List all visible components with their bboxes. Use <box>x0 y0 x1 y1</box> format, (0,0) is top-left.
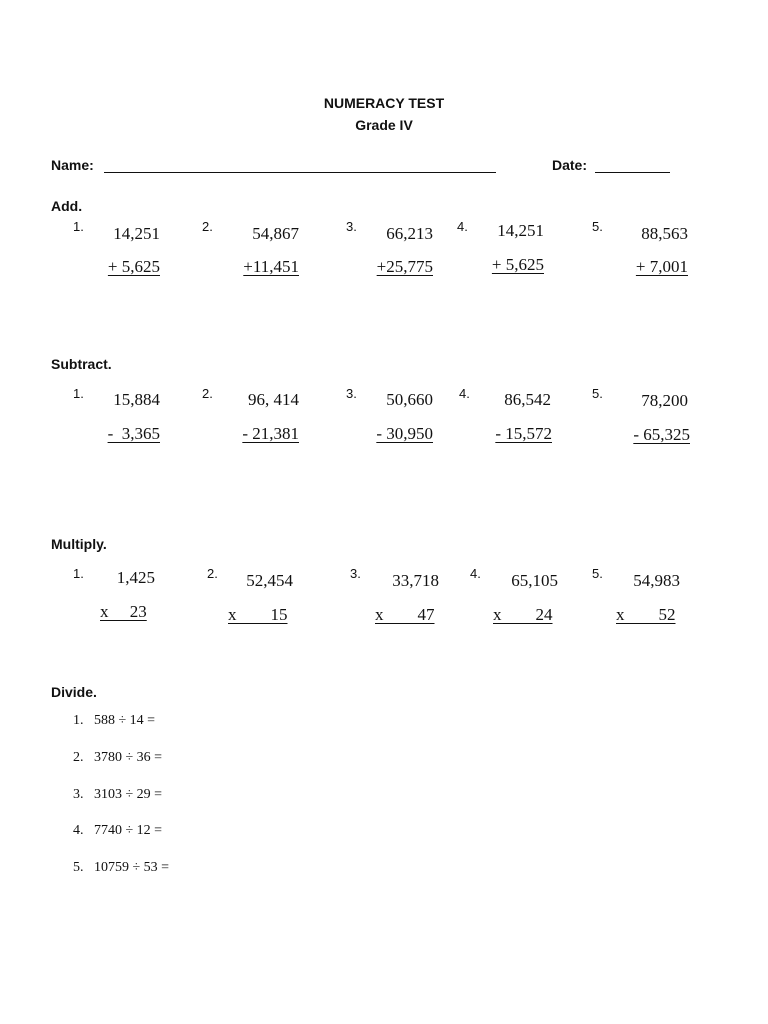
multiply-problem-top: 33,718 <box>392 571 439 590</box>
add-problem-number: 5. <box>592 219 603 234</box>
page-subtitle: Grade IV <box>355 117 413 133</box>
name-line[interactable] <box>104 172 496 173</box>
date-label: Date: <box>552 157 588 173</box>
add-problem-top: 88,563 <box>641 224 688 243</box>
add-problem-bottom: + 5,625 <box>107 257 160 276</box>
add-problem-number: 1. <box>73 219 84 234</box>
multiply-problem-top: 52,454 <box>246 571 293 590</box>
subtract-problem-top: 86,542 <box>504 390 551 409</box>
multiply-problem-number: 3. <box>350 566 361 581</box>
divide-problem: 4. 7740 ÷ 12 = <box>73 823 163 838</box>
add-problem-top: 54,867 <box>252 224 299 243</box>
add-problem-bottom: +25,775 <box>376 257 433 276</box>
divide-problem: 1. 588 ÷ 14 = <box>73 713 156 728</box>
subtract-problem-bottom: - 21,381 <box>242 424 299 443</box>
subtract-problem-top: 15,884 <box>113 390 160 409</box>
multiply-problem-number: 4. <box>470 566 481 581</box>
subtract-problem-number: 1. <box>73 386 84 401</box>
subtract-problem-bottom: - 15,572 <box>495 424 552 443</box>
multiply-problem-number: 5. <box>592 566 603 581</box>
multiply-problem-bottom: x 47 <box>375 605 435 624</box>
multiply-problem-bottom: x 52 <box>616 605 676 624</box>
divide-section-label: Divide. <box>51 684 97 700</box>
subtract-problem-number: 5. <box>592 386 603 401</box>
divide-problem: 3. 3103 ÷ 29 = <box>73 787 163 802</box>
add-problem-number: 3. <box>346 219 357 234</box>
multiply-problem-top: 65,105 <box>511 571 558 590</box>
multiply-problem-bottom: x 15 <box>228 605 288 624</box>
subtract-problem-number: 2. <box>202 386 213 401</box>
add-problem-bottom: + 7,001 <box>635 257 688 276</box>
multiply-problem-bottom: x 23 <box>100 602 147 621</box>
add-problem-bottom: +11,451 <box>243 257 299 276</box>
page-title: NUMERACY TEST <box>323 95 445 111</box>
subtract-problem-top: 50,660 <box>386 390 433 409</box>
subtract-problem-bottom: - 3,365 <box>107 424 160 443</box>
add-problem-top: 14,251 <box>497 221 544 240</box>
add-problem-number: 2. <box>202 219 213 234</box>
multiply-problem-top: 1,425 <box>116 568 155 587</box>
multiply-problem-number: 1. <box>73 566 84 581</box>
multiply-problem-top: 54,983 <box>633 571 680 590</box>
add-section-label: Add. <box>51 198 83 214</box>
add-problem-top: 66,213 <box>386 224 433 243</box>
subtract-problem-top: 96, 414 <box>248 390 299 409</box>
multiply-problem-bottom: x 24 <box>493 605 553 624</box>
multiply-section-label: Multiply. <box>51 536 107 552</box>
name-label: Name: <box>51 157 94 173</box>
subtract-problem-bottom: - 65,325 <box>633 425 690 444</box>
multiply-problem-number: 2. <box>207 566 218 581</box>
subtract-problem-number: 4. <box>459 386 470 401</box>
subtract-problem-top: 78,200 <box>641 391 688 410</box>
subtract-section-label: Subtract. <box>51 356 112 372</box>
subtract-problem-bottom: - 30,950 <box>376 424 433 443</box>
date-line[interactable] <box>595 172 670 173</box>
add-problem-top: 14,251 <box>113 224 160 243</box>
add-problem-bottom: + 5,625 <box>491 255 544 274</box>
divide-problem: 2. 3780 ÷ 36 = <box>73 750 163 765</box>
add-problem-number: 4. <box>457 219 468 234</box>
divide-problem: 5. 10759 ÷ 53 = <box>73 860 170 875</box>
subtract-problem-number: 3. <box>346 386 357 401</box>
